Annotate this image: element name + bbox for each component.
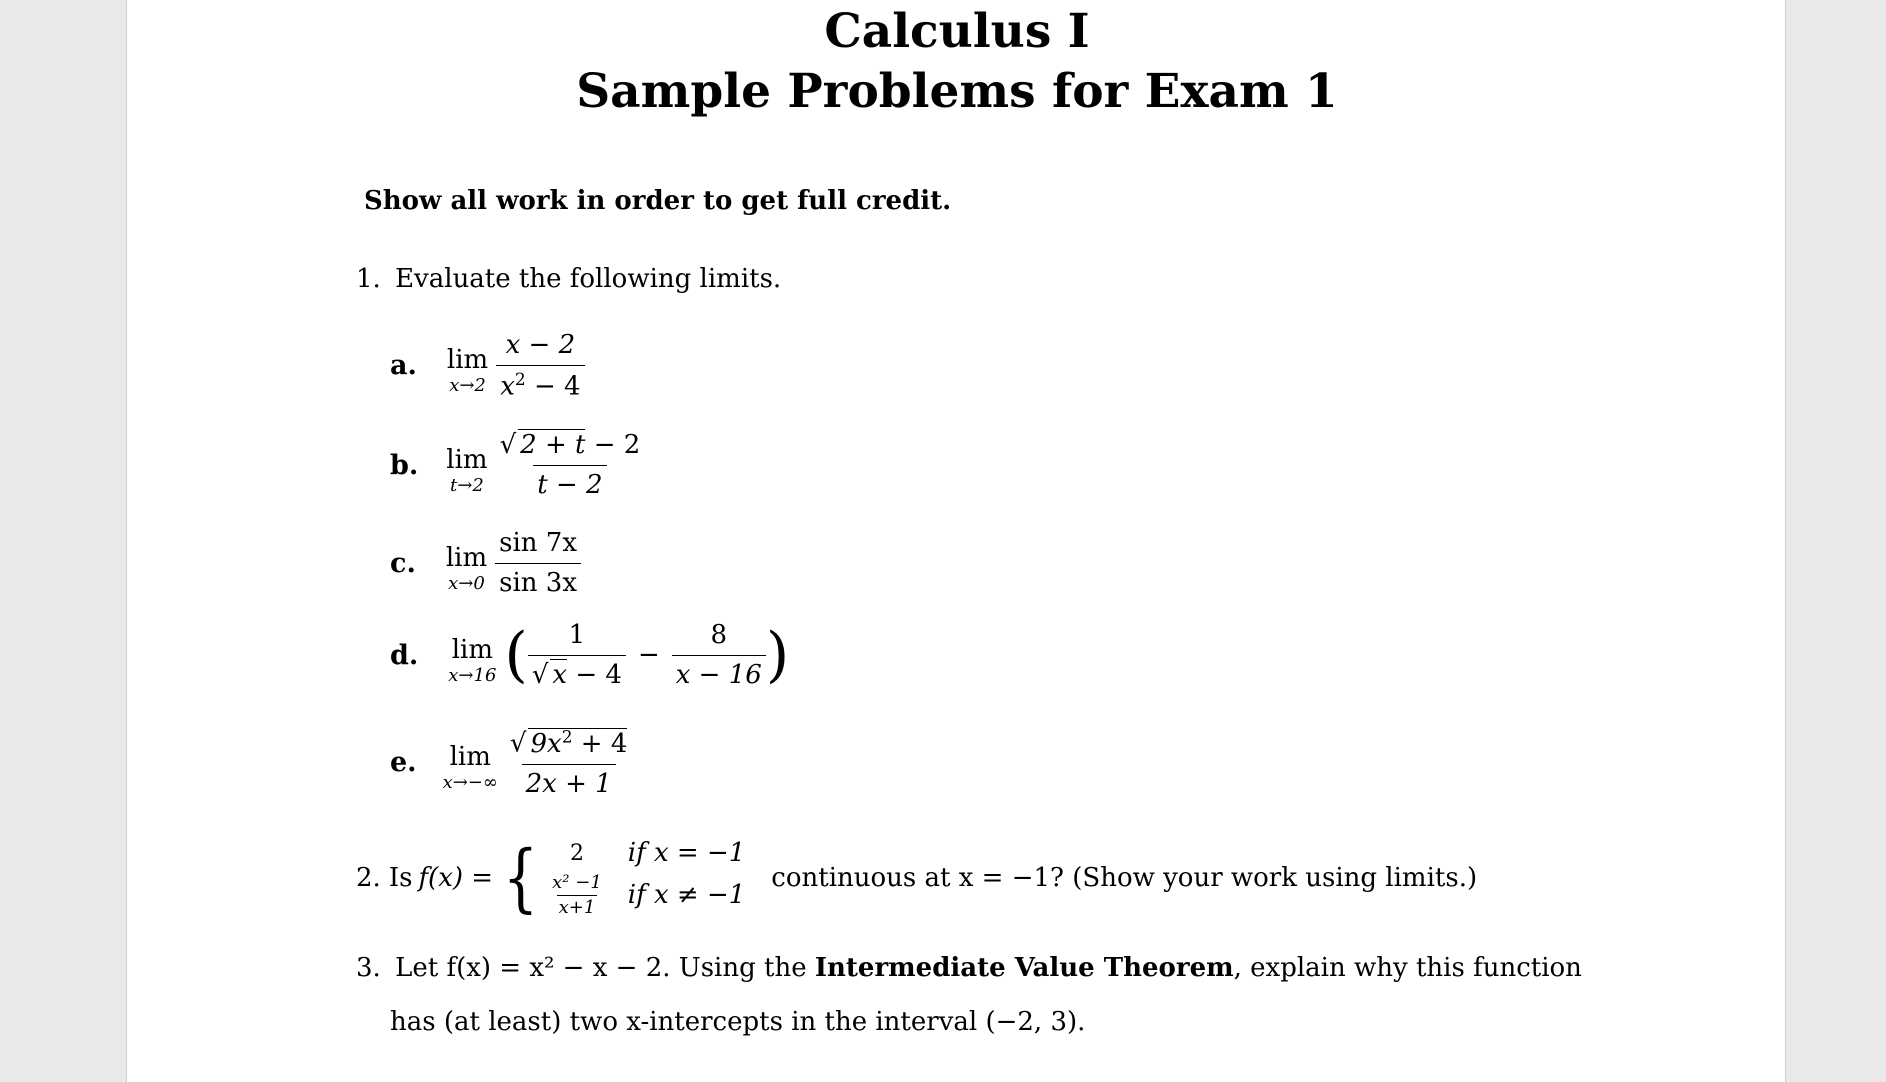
limit-operator: [446, 445, 487, 496]
case-2-value: $\frac{\text{x² −1}}{x+1}$: [552, 872, 602, 918]
problem-2-number: 2.: [356, 863, 381, 893]
piecewise-cases: [550, 838, 745, 918]
instructions: Show all work in order to get full credit.: [364, 186, 952, 216]
numerator: √ 2 + t − 2: [499, 430, 641, 460]
fraction: [496, 330, 584, 402]
denominator: t − 2: [533, 465, 606, 500]
lim-subscript: t→2: [450, 474, 484, 496]
problem-2-prefix: Is: [388, 863, 413, 893]
lim-word: lim: [445, 542, 488, 573]
numerator: x − 2: [505, 330, 576, 360]
problem-3-line-1: [356, 953, 1582, 983]
limit-operator: [448, 635, 496, 686]
case-1-condition: if x = −1: [627, 838, 746, 868]
problem-1-heading: [356, 264, 781, 294]
right-paren: ): [765, 620, 790, 690]
left-paren: (: [504, 620, 528, 690]
numerator: √ $9x^2 + 4$: [509, 727, 628, 759]
title-line-1: Calculus I: [824, 4, 1090, 59]
numerator: 1: [568, 620, 586, 650]
lim-word: lim: [446, 345, 489, 376]
denominator: 2x + 1: [522, 764, 616, 799]
problem-2: [356, 835, 1478, 921]
problem-2-suffix: continuous at x = −1? (Show your work using limits.): [771, 863, 1478, 893]
numerator: sin 7x: [499, 528, 578, 558]
case-2-condition: if x ≠ −1: [627, 880, 746, 910]
lim-word: lim: [446, 444, 488, 475]
part-label-d: d.: [390, 639, 419, 671]
minus-sign: −: [637, 640, 660, 670]
part-label-c: c.: [390, 547, 416, 579]
fraction-2: [672, 620, 766, 690]
denominator: x − 16: [672, 655, 766, 690]
lim-subscript: x→−∞: [442, 772, 498, 794]
problem-3-text-post: , explain why this function: [1233, 953, 1582, 983]
problem-3-number: 3.: [356, 953, 381, 983]
part-label-b: b.: [390, 449, 419, 481]
problem-3-line-2: has (at least) two x-intercepts in the interval (−2, 3).: [390, 1007, 1086, 1037]
problem-1-number: 1.: [356, 264, 381, 294]
problem-1a: [390, 330, 585, 402]
problem-1b: [390, 430, 644, 500]
lim-word: lim: [449, 742, 491, 773]
limit-operator: [446, 543, 487, 594]
case-1-value: 2: [569, 840, 584, 866]
problem-1-text: Evaluate the following limits.: [395, 264, 782, 294]
lim-subscript: x→0: [448, 572, 485, 594]
fraction: [495, 528, 581, 598]
theorem-name: Intermediate Value Theorem: [814, 953, 1234, 983]
part-label-e: e.: [390, 747, 417, 779]
function-name: f(x) =: [418, 863, 494, 893]
fraction: [506, 727, 631, 799]
part-label-a: a.: [390, 350, 417, 382]
title-line-2: Sample Problems for Exam 1: [576, 64, 1338, 119]
problem-3-text-pre: Let f(x) = x² − x − 2. Using the: [395, 953, 815, 983]
fraction-1: [528, 620, 626, 690]
lim-word: lim: [451, 634, 493, 665]
denominator: $x^2 - 4$: [496, 365, 584, 402]
problem-1d: [390, 620, 789, 690]
lim-subscript: x→2: [449, 375, 486, 397]
fraction: [496, 430, 645, 500]
denominator: √ x − 4: [528, 655, 626, 690]
problem-1c: [390, 528, 581, 598]
limit-operator: [443, 742, 498, 793]
numerator: 8: [710, 620, 728, 650]
problem-1e: [390, 727, 631, 799]
document-page: [126, 0, 1786, 1082]
limit-operator: [447, 345, 488, 396]
lim-subscript: x→16: [448, 664, 497, 686]
denominator: sin 3x: [495, 563, 581, 598]
piecewise-brace: {: [502, 835, 539, 921]
